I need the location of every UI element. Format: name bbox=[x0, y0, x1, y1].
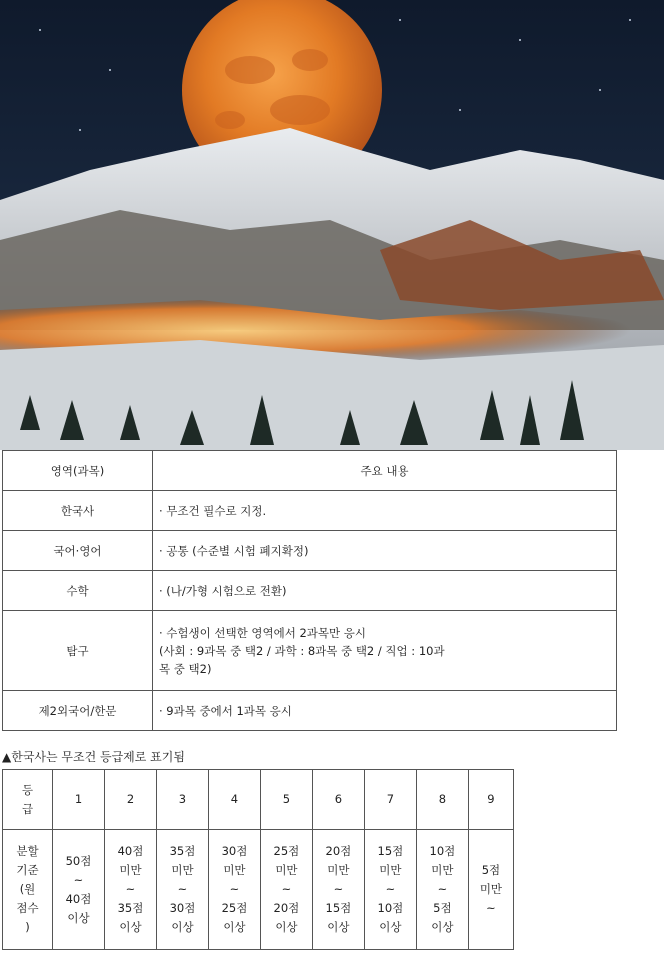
criteria-line: 25점 bbox=[273, 844, 300, 858]
grade-cell: 5 bbox=[260, 770, 312, 830]
criteria-line: 이상 bbox=[119, 920, 142, 934]
criteria-label-cell bbox=[3, 830, 53, 950]
criteria-cell bbox=[156, 830, 208, 950]
grade-cell: 7 bbox=[364, 770, 416, 830]
content-cell: · 무조건 필수로 지정. bbox=[153, 491, 617, 531]
criteria-label-line: 기준 bbox=[16, 863, 39, 877]
moon-mountain-illustration bbox=[0, 0, 664, 450]
grade-header-row bbox=[3, 770, 514, 830]
criteria-line: 50점 bbox=[65, 853, 92, 868]
criteria-line: 미만 bbox=[275, 863, 298, 877]
grade-cell: 8 bbox=[416, 770, 468, 830]
grade-cell: 4 bbox=[208, 770, 260, 830]
table-row bbox=[3, 691, 617, 731]
criteria-line: 미만 bbox=[119, 863, 142, 877]
criteria-line: 미만 bbox=[171, 863, 194, 877]
content-line: (사회 : 9과목 중 택2 / 과학 : 8과목 중 택2 / 직업 : 10과 bbox=[159, 643, 445, 658]
grade-cell: 1 bbox=[53, 770, 105, 830]
criteria-line: 미만 bbox=[379, 863, 402, 877]
criteria-cell bbox=[260, 830, 312, 950]
criteria-line: 15점 bbox=[325, 901, 352, 915]
grade-cell: 9 bbox=[468, 770, 513, 830]
criteria-cell bbox=[104, 830, 156, 950]
criteria-line: 35점 bbox=[169, 844, 196, 858]
criteria-line: 15점 bbox=[377, 844, 404, 858]
area-cell: 수학 bbox=[3, 571, 153, 611]
criteria-line: 5점 bbox=[433, 901, 452, 915]
table-row bbox=[3, 491, 617, 531]
criteria-line: 이상 bbox=[431, 920, 454, 934]
content-cell bbox=[153, 611, 617, 691]
criteria-cell bbox=[208, 830, 260, 950]
criteria-line: 20점 bbox=[273, 901, 300, 915]
criteria-line: 이상 bbox=[327, 920, 350, 934]
header-area: 영역(과목) bbox=[3, 451, 153, 491]
criteria-line: 40점 bbox=[65, 891, 92, 906]
table-row bbox=[3, 571, 617, 611]
area-cell: 국어·영어 bbox=[3, 531, 153, 571]
korean-history-note: ▲한국사는 무조건 등급제로 표기됨 bbox=[2, 750, 185, 764]
criteria-line: 이상 bbox=[171, 920, 194, 934]
criteria-line: 이상 bbox=[223, 920, 246, 934]
grade-table bbox=[2, 769, 514, 950]
criteria-line: 미만 bbox=[327, 863, 350, 877]
content-line: 목 중 택2) bbox=[159, 661, 212, 676]
table-row bbox=[3, 611, 617, 691]
criteria-line: 이상 bbox=[67, 910, 90, 925]
criteria-line: ~ bbox=[177, 882, 188, 896]
criteria-line: 35점 bbox=[117, 901, 144, 915]
criteria-line: 미만 bbox=[431, 863, 454, 877]
criteria-line: 이상 bbox=[379, 920, 402, 934]
area-cell: 제2외국어/한문 bbox=[3, 691, 153, 731]
criteria-line: ~ bbox=[333, 882, 344, 896]
criteria-label-line: (원 bbox=[19, 882, 36, 896]
criteria-line: ~ bbox=[229, 882, 240, 896]
subject-table bbox=[2, 450, 617, 731]
content-cell: · 9과목 중에서 1과목 응시 bbox=[153, 691, 617, 731]
grade-cell: 2 bbox=[104, 770, 156, 830]
criteria-label-line: ) bbox=[25, 920, 30, 934]
table-header-row bbox=[3, 451, 617, 491]
criteria-label-line: 분할 bbox=[16, 844, 39, 858]
criteria-line: 미만 bbox=[223, 863, 246, 877]
criteria-line: 10점 bbox=[429, 844, 456, 858]
content-cell: · 공통 (수준별 시험 폐지확정) bbox=[153, 531, 617, 571]
grade-label-line: 등 bbox=[21, 782, 34, 797]
criteria-row bbox=[3, 830, 514, 950]
grade-cell: 6 bbox=[312, 770, 364, 830]
criteria-cell bbox=[364, 830, 416, 950]
criteria-line: ~ bbox=[73, 872, 84, 887]
content-cell: · (나/가형 시험으로 전환) bbox=[153, 571, 617, 611]
area-cell: 한국사 bbox=[3, 491, 153, 531]
area-cell: 탐구 bbox=[3, 611, 153, 691]
criteria-label-line: 점수 bbox=[16, 901, 39, 915]
grade-label-cell bbox=[3, 770, 53, 830]
criteria-line: 30점 bbox=[169, 901, 196, 915]
criteria-cell bbox=[53, 830, 105, 950]
criteria-line: ~ bbox=[385, 882, 396, 896]
criteria-line: 이상 bbox=[275, 920, 298, 934]
criteria-line: 25점 bbox=[221, 901, 248, 915]
header-content: 주요 내용 bbox=[153, 451, 617, 491]
criteria-line: ~ bbox=[281, 882, 292, 896]
criteria-line: ~ bbox=[437, 882, 448, 896]
criteria-line: 미만 bbox=[479, 882, 503, 896]
criteria-line: 30점 bbox=[221, 844, 248, 858]
criteria-line: 10점 bbox=[377, 901, 404, 915]
content-line: · 수험생이 선택한 영역에서 2과목만 응시 bbox=[159, 625, 366, 640]
criteria-line: 5점 bbox=[481, 863, 501, 877]
grade-label-line: 급 bbox=[21, 801, 34, 816]
criteria-line: 40점 bbox=[117, 844, 144, 858]
criteria-line: 20점 bbox=[325, 844, 352, 858]
grade-cell: 3 bbox=[156, 770, 208, 830]
criteria-line: ~ bbox=[125, 882, 136, 896]
criteria-cell bbox=[468, 830, 513, 950]
criteria-cell bbox=[312, 830, 364, 950]
criteria-line: ~ bbox=[486, 901, 496, 915]
hero-photo bbox=[0, 0, 664, 450]
table-row bbox=[3, 531, 617, 571]
criteria-cell bbox=[416, 830, 468, 950]
